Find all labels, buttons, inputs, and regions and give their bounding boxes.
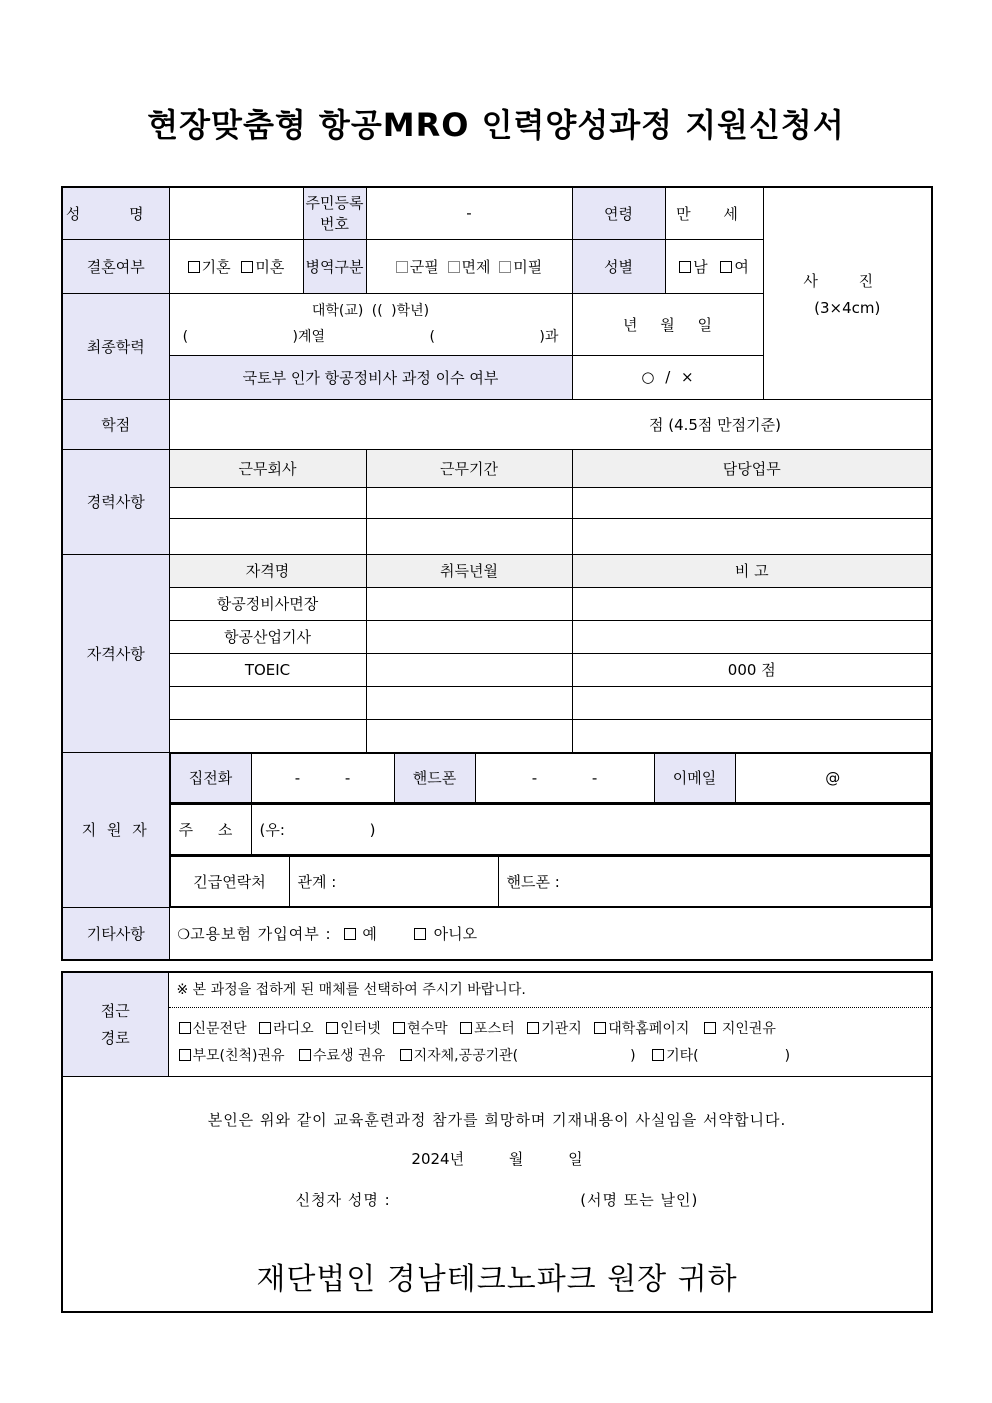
others-label: 기타사항 [62,907,169,960]
license-name-cell[interactable]: 항공정비사면장 [169,587,366,620]
age-input[interactable]: 만 세 [665,187,763,239]
license-date-cell[interactable] [366,620,572,653]
female-checkbox[interactable] [720,261,732,273]
marital-options: 기혼 미혼 [169,239,303,293]
mobile-input[interactable]: - - [475,753,654,802]
access-checkbox[interactable] [652,1049,664,1061]
license-note-cell[interactable] [572,686,932,719]
mil-exempt-checkbox[interactable] [448,261,460,273]
age-label: 연령 [572,187,665,239]
page-title: 현장맞춤형 항공MRO 인력양성과정 지원신청서 [147,106,845,144]
career-header-period: 근무기간 [366,449,572,487]
gender-options: 남 여 [665,239,763,293]
married-checkbox[interactable] [188,261,200,273]
access-options [168,972,932,1076]
career-cell[interactable] [169,518,366,554]
access-checkbox[interactable] [179,1049,191,1061]
career-cell[interactable] [366,518,572,554]
career-header-duty: 담당업무 [572,449,932,487]
license-name-cell[interactable]: TOEIC [169,653,366,686]
license-note-cell[interactable] [572,587,932,620]
insurance-yes-checkbox[interactable] [344,928,356,940]
license-date-cell[interactable] [366,686,572,719]
military-options: 군필 면제 미필 [366,239,572,293]
insurance-no-checkbox[interactable] [414,928,426,940]
home-phone-label: 집전화 [170,753,251,802]
applicant-label: 지 원 자 [62,752,169,907]
gpa-label: 학점 [62,399,169,449]
license-date-cell[interactable] [366,653,572,686]
address-label: 주 소 [170,804,251,854]
recipient: 재단법인 경남테크노파크 원장 귀하 [256,1261,738,1297]
access-checkbox[interactable] [179,1022,191,1034]
access-checkbox[interactable] [299,1049,311,1061]
license-header-note: 비 고 [572,554,932,587]
edu-date-input[interactable]: 년 월 일 [572,293,763,355]
insurance-row: ❍고용보험 가입여부 : 예 아니오 [169,907,932,960]
license-name-cell[interactable]: 항공산업기사 [169,620,366,653]
access-row2: 부모(친척)권유 수료생 권유 지자체,공공기관( ) 기타( ) [179,1043,922,1070]
pledge-date[interactable]: 2024년 월 일 [411,1149,583,1168]
career-label: 경력사항 [62,449,169,554]
career-cell[interactable] [572,518,932,554]
mro-course-label: 국토부 인가 항공정비사 과정 이수 여부 [169,355,572,399]
email-label: 이메일 [654,753,735,802]
application-form-table [61,186,933,961]
license-note-cell[interactable] [572,620,932,653]
access-checkbox[interactable] [704,1022,716,1034]
emergency-mobile-input[interactable]: 핸드폰 : [498,856,931,906]
access-row1: 신문전단 라디오 인터넷 현수막 포스터 기관지 대학홈페이지 지인권유 [179,1016,922,1043]
photo-size: (3×4cm) [814,298,881,317]
license-name-cell[interactable] [169,686,366,719]
education-input[interactable] [169,293,572,355]
gpa-input[interactable]: 점 (4.5점 만점기준) [169,399,932,449]
license-header-name: 자격명 [169,554,366,587]
license-note-cell[interactable] [572,719,932,752]
pledge-section [62,1076,932,1312]
circle-bullet-icon: ❍ [177,926,191,943]
access-checkbox[interactable] [326,1022,338,1034]
career-header-company: 근무회사 [169,449,366,487]
name-label: 성 명 [62,187,169,239]
mro-course-input[interactable]: ○ / × [572,355,763,399]
military-label: 병역구분 [303,239,366,293]
photo-label: 사 진 [803,271,892,290]
access-checkbox[interactable] [460,1022,472,1034]
license-label: 자격사항 [62,554,169,752]
emergency-label: 긴급연락처 [170,856,289,906]
home-phone-input[interactable]: - - [251,753,394,802]
single-checkbox[interactable] [241,261,253,273]
pledge-signature-line[interactable]: 신청자 성명 : (서명 또는 날인) [295,1190,699,1209]
gender-label: 성별 [572,239,665,293]
name-input[interactable] [169,187,303,239]
access-checkbox[interactable] [527,1022,539,1034]
access-checkbox[interactable] [393,1022,405,1034]
rrn-input[interactable]: - [366,187,572,239]
license-name-cell[interactable] [169,719,366,752]
marital-label: 결혼여부 [62,239,169,293]
male-checkbox[interactable] [679,261,691,273]
access-instruction: ※ 본 과정을 접하게 된 매체를 선택하여 주시기 바랍니다. [176,982,526,998]
career-cell[interactable] [366,487,572,518]
address-input[interactable]: (우: ) [251,804,931,854]
rrn-label: 주민등록번호 [303,187,366,239]
career-cell[interactable] [572,487,932,518]
access-label: 접근 경로 [62,972,168,1076]
access-checkbox[interactable] [259,1022,271,1034]
license-note-cell[interactable]: 000 점 [572,653,932,686]
edu-line2: ( )계열 ( )과 [182,329,559,345]
license-header-date: 취득년월 [366,554,572,587]
career-cell[interactable] [169,487,366,518]
license-date-cell[interactable] [366,719,572,752]
mil-done-checkbox[interactable] [396,261,408,273]
mobile-label: 핸드폰 [394,753,475,802]
pledge-statement: 본인은 위와 같이 교육훈련과정 참가를 희망하며 기재내용이 사실임을 서약합니다. [207,1110,787,1129]
edu-line1: 대학(교) (( )학년) [311,303,430,319]
license-date-cell[interactable] [366,587,572,620]
photo-box[interactable] [763,187,932,399]
access-checkbox[interactable] [400,1049,412,1061]
access-pledge-table [61,971,933,1313]
mil-not-checkbox[interactable] [499,261,511,273]
education-label: 최종학력 [62,293,169,399]
email-input[interactable]: @ [735,753,931,802]
access-checkbox[interactable] [594,1022,606,1034]
emergency-relation-input[interactable]: 관계 : [289,856,498,906]
